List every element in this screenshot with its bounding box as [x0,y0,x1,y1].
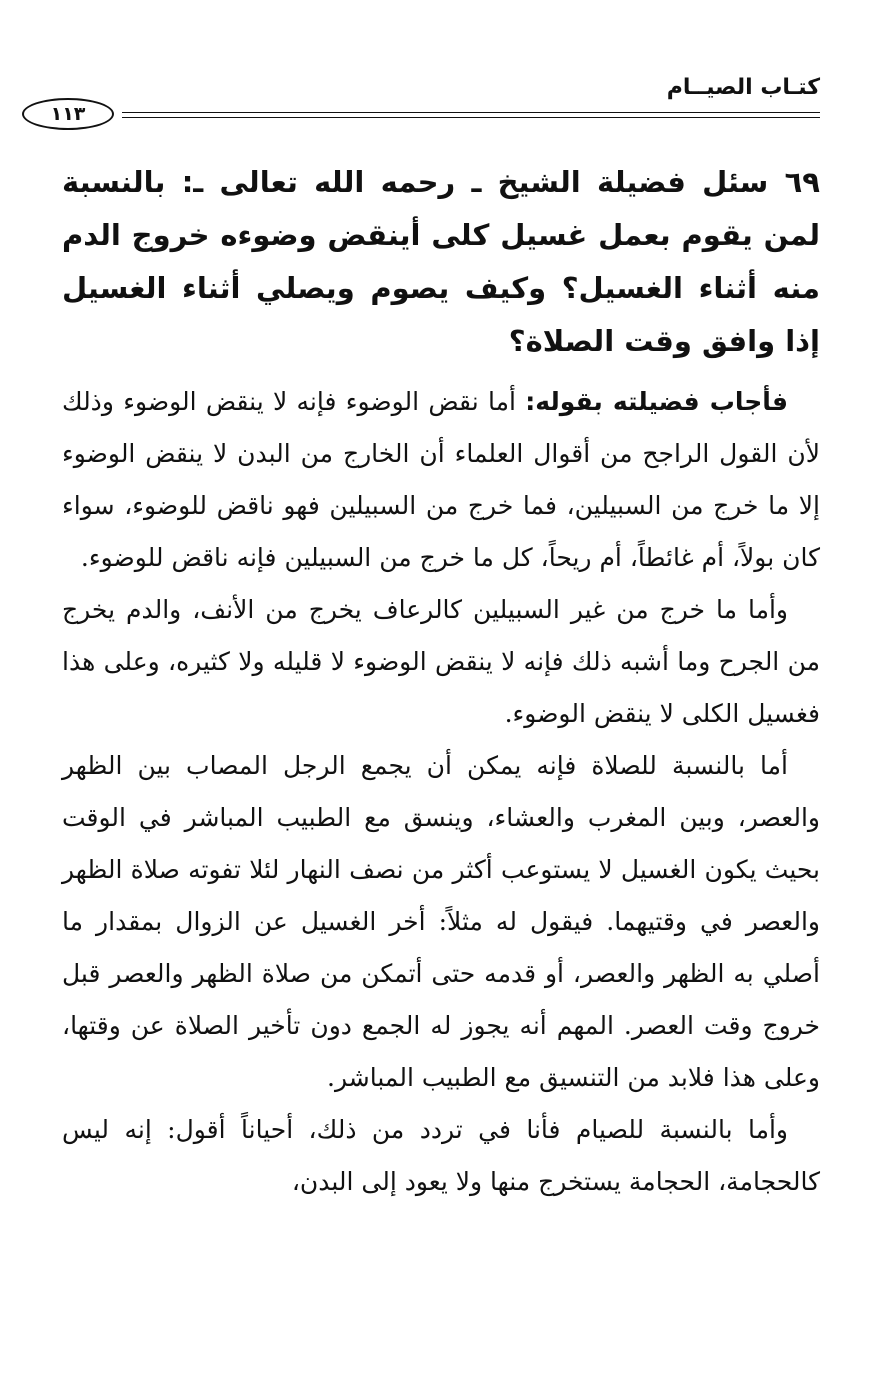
answer-paragraph-3: أما بالنسبة للصلاة فإنه يمكن أن يجمع الرجل المصاب بين الظهر والعصر، وبين المغرب والعشاء، وينسق مع الطبيب المباشر في الوقت بحيث يكون الغسيل لا يستوعب أكثر من نصف النهار لئلا تفوته صلاة الظهر والعصر في وقتيهما. فيقول له مثلاً: أخر الغسيل عن الزوال بمقدار ما أصلي به الظهر والعصر، أو قدمه حتى أتمكن من صلاة الظهر والعصر قبل خروج وقت العصر. المهم أنه يجوز له الجمع دون تأخير الصلاة عن وقتها، وعلى هذا فلابد من التنسيق مع الطبيب المباشر. [62,751,820,1092]
question-text: ٦٩ سئل فضيلة الشيخ ـ رحمه الله تعالى ـ: بالنسبة لمن يقوم بعمل غسيل كلى أينقض وضوءه خروج الدم منه أثناء الغسيل؟ وكيف يصوم ويصلي أثناء الغسيل إذا وافق وقت الصلاة؟ [62,165,820,358]
answer-lead: فأجاب فضيلته بقوله: [525,387,788,416]
answer-paragraph-1 [62,376,820,584]
answer-paragraph-4: وأما بالنسبة للصيام فأنا في تردد من ذلك، أحياناً أقول: إنه ليس كالحجامة، الحجامة يستخرج منها ولا يعود إلى البدن، [62,1115,820,1196]
document-page [50,70,820,1208]
page-header [50,70,820,130]
page-number: ١١٣ [22,98,114,130]
header-rule [122,112,820,118]
answer-paragraph-1-text: أما نقض الوضوء فإنه لا ينقض الوضوء وذلك لأن القول الراجح من أقوال العلماء أن الخارج من البدن لا ينقض الوضوء إلا ما خرج من السبيلين، فما خرج من السبيلين فهو ناقض للوضوء، سواء كان بولاً، أم غائطاً، أم ريحاً، كل ما خرج من السبيلين فإنه ناقض للوضوء. [62,387,820,572]
answer-paragraph-2: وأما ما خرج من غير السبيلين كالرعاف يخرج من الأنف، والدم يخرج من الجرح وما أشبه ذلك فإنه لا ينقض الوضوء لا قليله ولا كثيره، وعلى هذا فغسيل الكلى لا ينقض الوضوء. [62,595,820,728]
book-title: كتـاب الصيــام [666,75,820,100]
